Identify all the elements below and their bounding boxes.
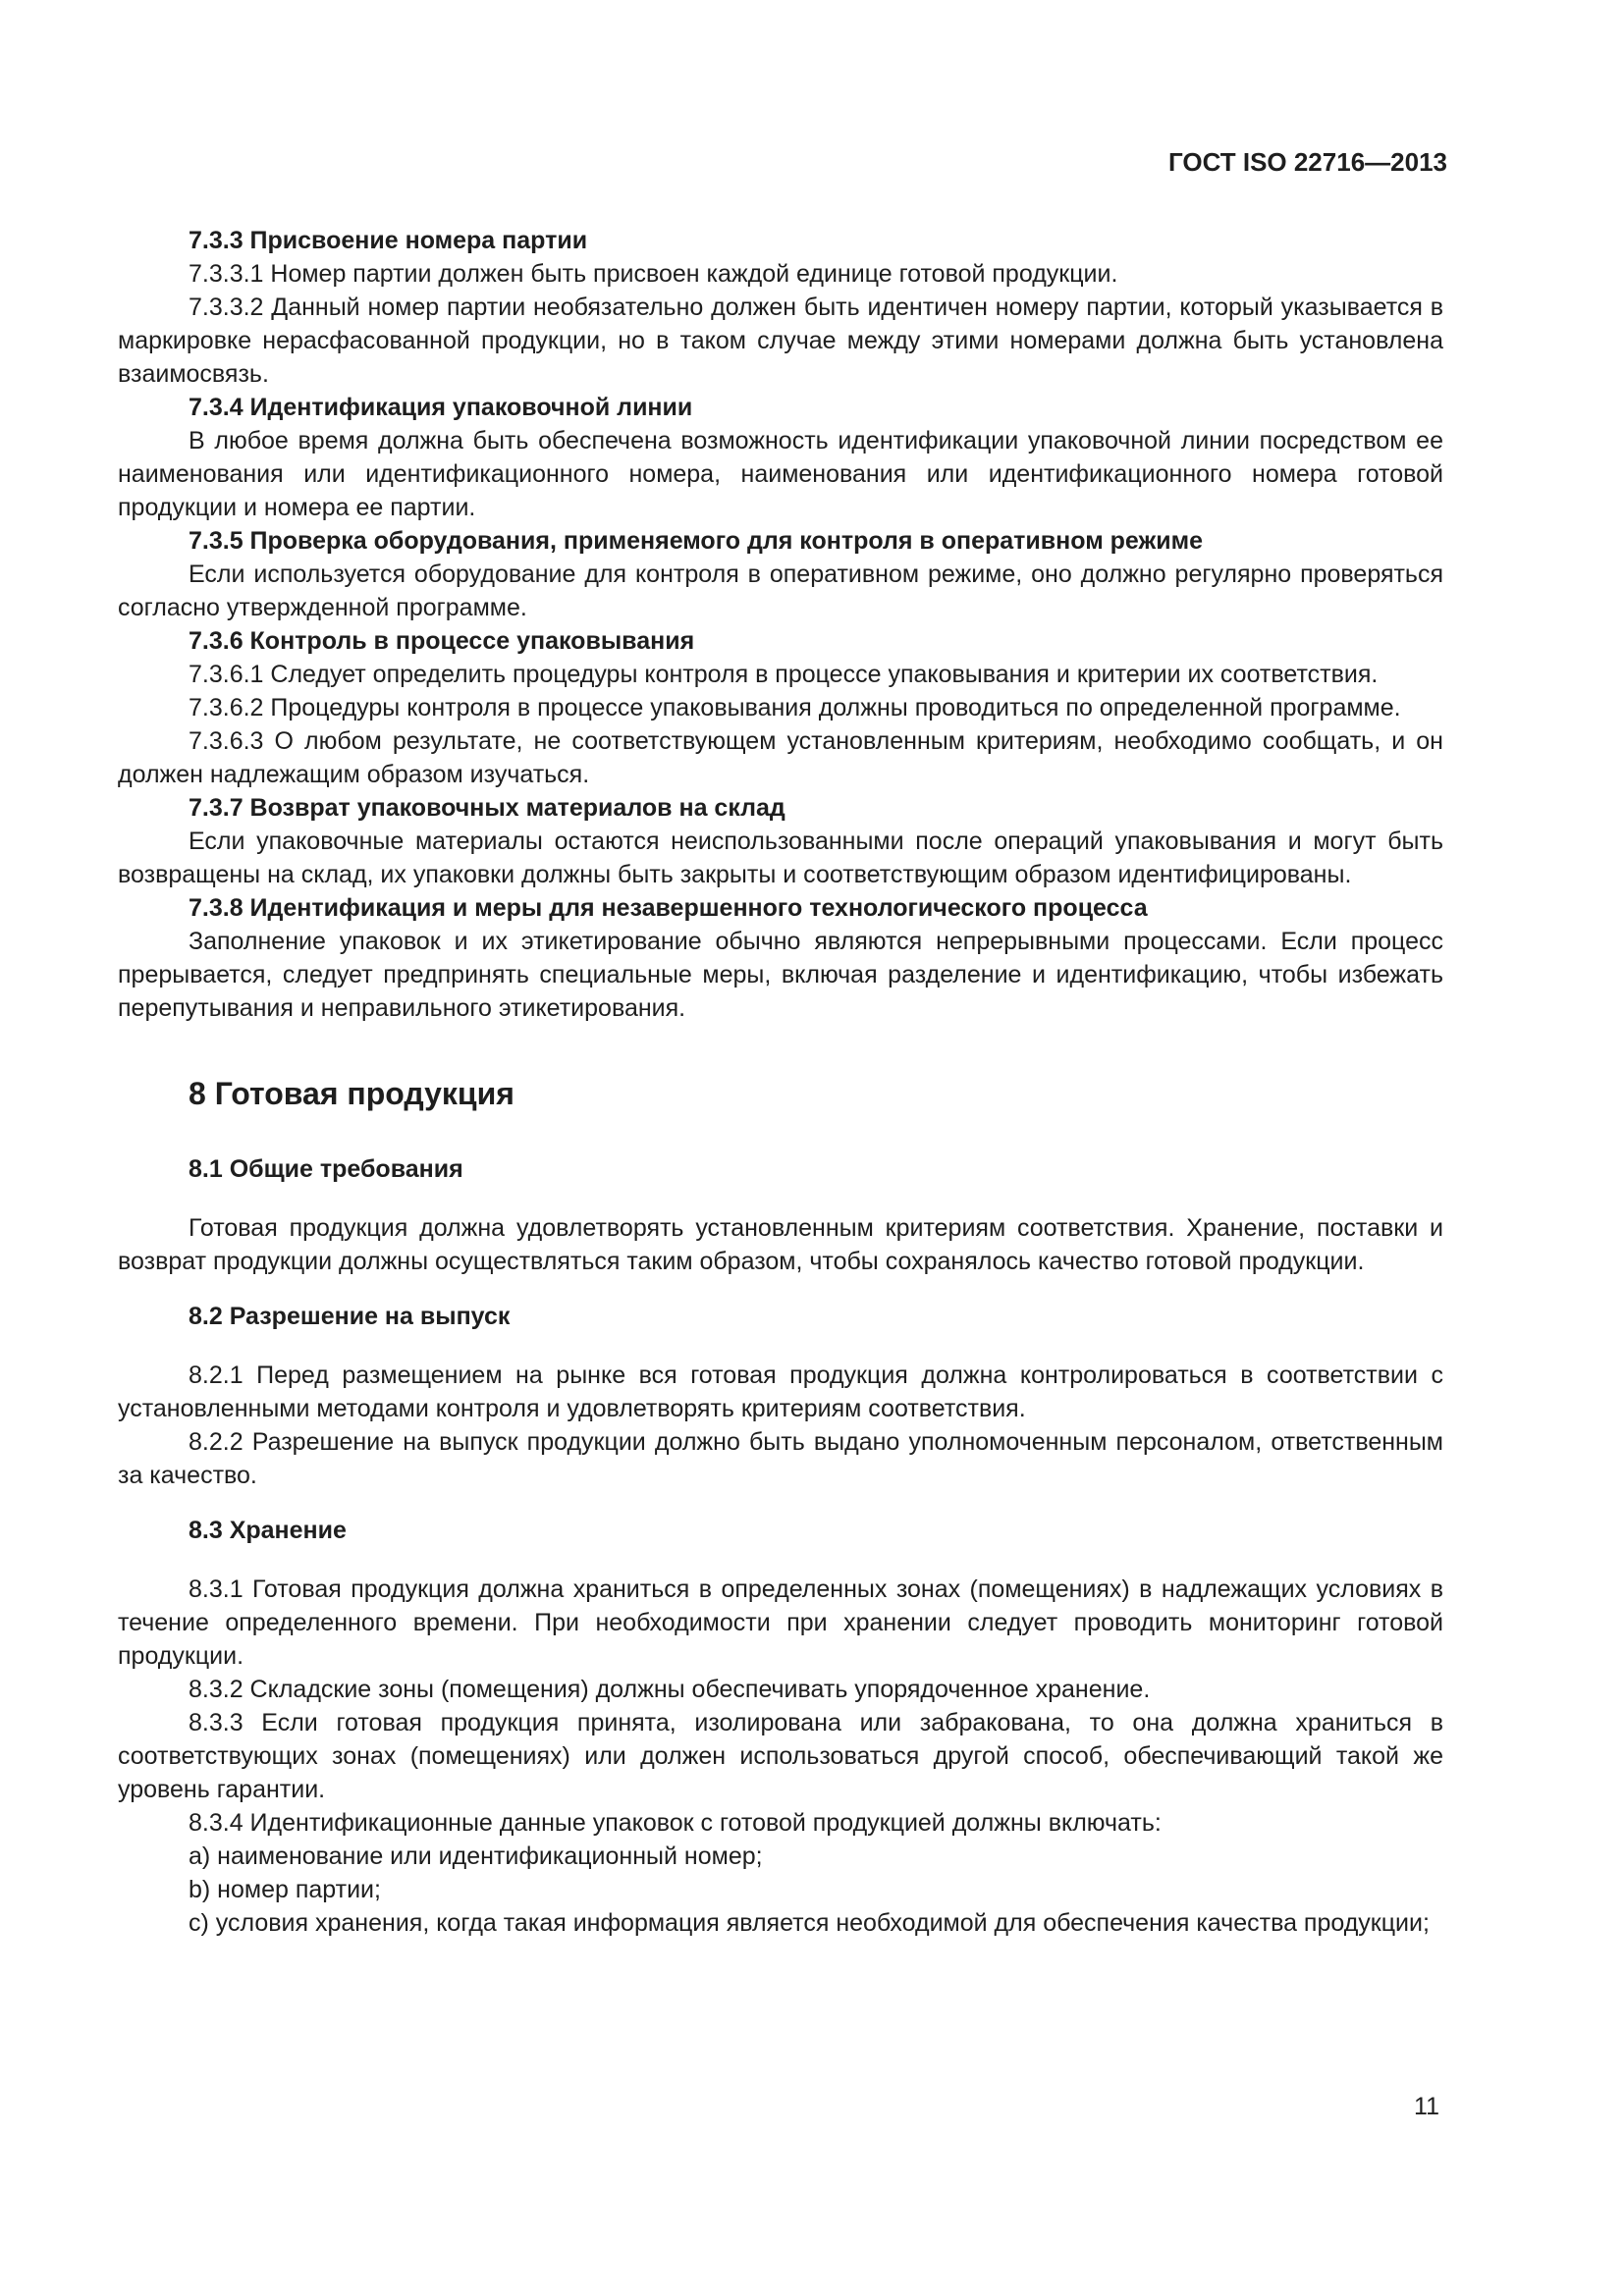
paragraph-7-3-6-2: 7.3.6.2 Процедуры контроля в процессе упаковывания должны проводиться по определенной программе. xyxy=(189,694,1401,721)
paragraph-8-2-2: 8.2.2 Разрешение на выпуск продукции должно быть выдано уполномоченным персоналом, ответственным за качество. xyxy=(118,1428,1443,1489)
page-number: 11 xyxy=(1414,2093,1439,2120)
paragraph-8-1: Готовая продукция должна удовлетворять установленным критериям соответствия. Хранение, поставки и возврат продукции должны осуществляться таким образом, чтобы сохранялось качество готовой продукции. xyxy=(118,1214,1443,1275)
paragraph-8-3-1: 8.3.1 Готовая продукция должна храниться в определенных зонах (помещениях) в надлежащих условиях в течение определенного времени. При необходимости при хранении следует проводить мониторинг готовой продукции. xyxy=(118,1575,1443,1670)
paragraph-7-3-7: Если упаковочные материалы остаются неиспользованными после операций упаковывания и могут быть возвращены на склад, их упаковки должны быть закрыты и соответствующим образом идентифицированы. xyxy=(118,828,1443,888)
section-8-2-title: 8.2 Разрешение на выпуск xyxy=(189,1303,511,1330)
standard-header: ГОСТ ISO 22716—2013 xyxy=(1167,147,1447,177)
chapter-8-title: 8 Готовая продукция xyxy=(189,1076,514,1111)
section-7-3-6-title: 7.3.6 Контроль в процессе упаковывания xyxy=(189,627,695,655)
paragraph-7-3-5: Если используется оборудование для контроля в оперативном режиме, оно должно регулярно проверяться согласно утвержденной программе. xyxy=(118,561,1443,621)
section-7-3-5-title: 7.3.5 Проверка оборудования, применяемого для контроля в оперативном режиме xyxy=(189,527,1203,555)
paragraph-7-3-3-2: 7.3.3.2 Данный номер партии необязательно должен быть идентичен номеру партии, который указывается в маркировке нерасфасованной продукции, но в таком случае между этими номерами должна быть установлена взаимосвязь. xyxy=(118,294,1443,388)
list-item: a) наименование или идентификационный номер; xyxy=(189,1842,763,1870)
paragraph-7-3-3-1: 7.3.3.1 Номер партии должен быть присвоен каждой единице готовой продукции. xyxy=(189,260,1118,288)
list-item: c) условия хранения, когда такая информация является необходимой для обеспечения качества продукции; xyxy=(189,1909,1430,1937)
paragraph-8-3-3: 8.3.3 Если готовая продукция принята, изолирована или забракована, то она должна храниться в соответствующих зонах (помещениях) или должен использоваться другой способ, обеспечивающий такой же уровень гарантии. xyxy=(118,1709,1443,1803)
paragraph-8-2-1: 8.2.1 Перед размещением на рынке вся готовая продукция должна контролироваться в соответствии с установленными методами контроля и удовлетворять критериям соответствия. xyxy=(118,1362,1443,1422)
section-8-1-title: 8.1 Общие требования xyxy=(189,1155,463,1183)
page-content xyxy=(118,224,1443,1940)
section-7-3-8-title: 7.3.8 Идентификация и меры для незавершенного технологического процесса xyxy=(189,894,1148,922)
paragraph-8-3-2: 8.3.2 Складские зоны (помещения) должны обеспечивать упорядоченное хранение. xyxy=(189,1676,1151,1703)
paragraph-8-3-4: 8.3.4 Идентификационные данные упаковок с готовой продукцией должны включать: xyxy=(189,1809,1162,1837)
list-item: b) номер партии; xyxy=(189,1876,381,1903)
section-8-3-title: 8.3 Хранение xyxy=(189,1517,347,1544)
paragraph-7-3-6-1: 7.3.6.1 Следует определить процедуры контроля в процессе упаковывания и критерии их соответствия. xyxy=(189,661,1379,688)
paragraph-7-3-6-3: 7.3.6.3 О любом результате, не соответствующем установленным критериям, необходимо сообщать, и он должен надлежащим образом изучаться. xyxy=(118,727,1443,788)
paragraph-7-3-8: Заполнение упаковок и их этикетирование обычно являются непрерывными процессами. Если процесс прерывается, следует предпринять специальные меры, включая разделение и идентификацию, чтобы избежать перепутывания и неправильного этикетирования. xyxy=(118,928,1443,1022)
section-7-3-4-title: 7.3.4 Идентификация упаковочной линии xyxy=(189,394,693,421)
section-7-3-3-title: 7.3.3 Присвоение номера партии xyxy=(189,227,588,254)
section-7-3-7-title: 7.3.7 Возврат упаковочных материалов на склад xyxy=(189,794,785,822)
paragraph-7-3-4: В любое время должна быть обеспечена возможность идентификации упаковочной линии посредством ее наименования или идентификационного номера, наименования или идентификационного номера готовой продукции и номера ее партии. xyxy=(118,427,1443,521)
